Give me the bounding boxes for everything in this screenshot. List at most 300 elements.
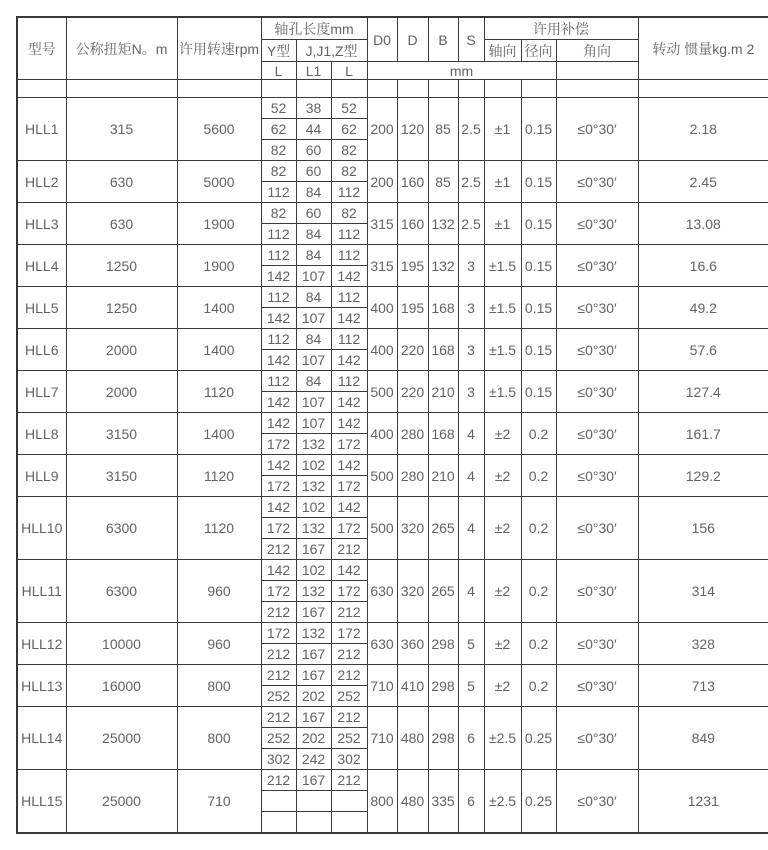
length-z-cell: 212 — [331, 665, 367, 686]
model-row-HLL12 — [17, 623, 768, 644]
d0-cell: 630 — [367, 560, 397, 623]
header-model: 型号 — [17, 17, 66, 80]
header-l1: L1 — [296, 62, 331, 80]
length-l1-cell: 60 — [296, 140, 331, 161]
radial-cell: 0.15 — [521, 245, 556, 287]
d0-cell: 400 — [367, 413, 397, 455]
torque-cell: 25000 — [66, 770, 177, 834]
length-z-cell: 142 — [331, 350, 367, 371]
inertia-cell: 2.45 — [638, 161, 768, 203]
axial-cell: ±2 — [484, 560, 521, 623]
model-row-HLL6 — [17, 329, 768, 350]
b-cell: 132 — [428, 245, 458, 287]
angular-cell: ≤0°30′ — [556, 287, 638, 329]
length-z-cell: 142 — [331, 308, 367, 329]
axial-cell: ±1.5 — [484, 329, 521, 371]
length-z-cell: 212 — [331, 644, 367, 665]
header-y-type: Y型 — [261, 40, 296, 62]
speed-cell: 1900 — [177, 245, 261, 287]
header-l-y: L — [261, 62, 296, 80]
torque-cell: 3150 — [66, 455, 177, 497]
radial-cell: 0.2 — [521, 665, 556, 707]
d0-cell: 710 — [367, 707, 397, 770]
d0-cell: 400 — [367, 329, 397, 371]
s-cell: 2.5 — [458, 161, 484, 203]
speed-cell: 5000 — [177, 161, 261, 203]
length-z-cell: 142 — [331, 413, 367, 434]
length-l1-cell: 242 — [296, 749, 331, 770]
length-l1-cell: 107 — [296, 308, 331, 329]
header-radial: 径向 — [521, 40, 556, 62]
header-inertia: 转动 惯量kg.m 2 — [638, 17, 768, 80]
length-y-cell: 172 — [261, 476, 296, 497]
model-row-HLL8 — [17, 413, 768, 434]
header-compensation: 许用补偿 — [484, 17, 638, 40]
radial-cell: 0.15 — [521, 203, 556, 245]
model-cell: HLL3 — [17, 203, 66, 245]
spacer-row — [17, 80, 768, 98]
radial-cell: 0.2 — [521, 413, 556, 455]
radial-cell: 0.2 — [521, 497, 556, 560]
length-l1-cell — [296, 812, 331, 834]
speed-cell: 710 — [177, 770, 261, 834]
length-y-cell: 172 — [261, 518, 296, 539]
d0-cell: 710 — [367, 665, 397, 707]
length-l1-cell: 107 — [296, 413, 331, 434]
length-y-cell: 62 — [261, 119, 296, 140]
header-torque: 公称扭矩N。m — [66, 17, 177, 80]
header-l-z: L — [331, 62, 367, 80]
header-angular-blank — [556, 62, 638, 80]
length-z-cell: 212 — [331, 770, 367, 791]
inertia-cell: 849 — [638, 707, 768, 770]
spacer-cell — [261, 80, 296, 98]
length-y-cell: 212 — [261, 707, 296, 728]
b-cell: 210 — [428, 455, 458, 497]
inertia-cell: 49.2 — [638, 287, 768, 329]
speed-cell: 800 — [177, 707, 261, 770]
d-cell: 120 — [397, 98, 428, 161]
length-l1-cell: 167 — [296, 644, 331, 665]
length-y-cell: 82 — [261, 140, 296, 161]
length-l1-cell: 102 — [296, 560, 331, 581]
length-l1-cell: 84 — [296, 182, 331, 203]
inertia-cell: 1231 — [638, 770, 768, 834]
model-row-HLL5 — [17, 287, 768, 308]
s-cell: 3 — [458, 245, 484, 287]
length-y-cell: 172 — [261, 581, 296, 602]
s-cell: 4 — [458, 455, 484, 497]
axial-cell: ±1.5 — [484, 371, 521, 413]
torque-cell: 6300 — [66, 560, 177, 623]
length-l1-cell: 107 — [296, 392, 331, 413]
length-z-cell: 172 — [331, 518, 367, 539]
torque-cell: 1250 — [66, 245, 177, 287]
spacer-cell — [484, 80, 521, 98]
speed-cell: 1120 — [177, 371, 261, 413]
model-cell: HLL5 — [17, 287, 66, 329]
length-y-cell: 142 — [261, 308, 296, 329]
spacer-cell — [17, 80, 66, 98]
s-cell: 3 — [458, 371, 484, 413]
b-cell: 335 — [428, 770, 458, 834]
length-l1-cell: 102 — [296, 497, 331, 518]
torque-cell: 315 — [66, 98, 177, 161]
speed-cell: 1120 — [177, 497, 261, 560]
length-y-cell: 212 — [261, 539, 296, 560]
length-y-cell: 212 — [261, 644, 296, 665]
inertia-cell: 713 — [638, 665, 768, 707]
radial-cell: 0.15 — [521, 98, 556, 161]
length-l1-cell: 132 — [296, 476, 331, 497]
torque-cell: 6300 — [66, 497, 177, 560]
torque-cell: 2000 — [66, 371, 177, 413]
axial-cell: ±2 — [484, 497, 521, 560]
length-l1-cell: 167 — [296, 539, 331, 560]
length-l1-cell: 167 — [296, 707, 331, 728]
model-row-HLL7 — [17, 371, 768, 392]
length-z-cell: 212 — [331, 539, 367, 560]
model-row-HLL1 — [17, 98, 768, 119]
length-y-cell: 142 — [261, 350, 296, 371]
length-l1-cell: 102 — [296, 455, 331, 476]
length-y-cell: 212 — [261, 770, 296, 791]
spacer-cell — [556, 80, 638, 98]
model-row-HLL3 — [17, 203, 768, 224]
model-cell: HLL10 — [17, 497, 66, 560]
length-y-cell: 112 — [261, 224, 296, 245]
length-z-cell: 112 — [331, 287, 367, 308]
header-mm-unit: mm — [367, 62, 556, 80]
angular-cell: ≤0°30′ — [556, 203, 638, 245]
speed-cell: 5600 — [177, 98, 261, 161]
inertia-cell: 57.6 — [638, 329, 768, 371]
length-z-cell: 52 — [331, 98, 367, 119]
length-l1-cell: 107 — [296, 350, 331, 371]
torque-cell: 2000 — [66, 329, 177, 371]
model-row-HLL14 — [17, 707, 768, 728]
b-cell: 298 — [428, 707, 458, 770]
speed-cell: 960 — [177, 560, 261, 623]
length-l1-cell: 202 — [296, 686, 331, 707]
length-l1-cell: 107 — [296, 266, 331, 287]
model-row-HLL10 — [17, 497, 768, 518]
length-y-cell — [261, 791, 296, 812]
speed-cell: 1400 — [177, 287, 261, 329]
spacer-cell — [331, 80, 367, 98]
radial-cell: 0.2 — [521, 455, 556, 497]
radial-cell: 0.2 — [521, 623, 556, 665]
length-z-cell: 112 — [331, 245, 367, 266]
header-b: B — [428, 17, 458, 62]
axial-cell: ±1.5 — [484, 245, 521, 287]
inertia-cell: 328 — [638, 623, 768, 665]
length-z-cell: 112 — [331, 371, 367, 392]
spacer-cell — [521, 80, 556, 98]
length-l1-cell: 84 — [296, 329, 331, 350]
spacer-cell — [177, 80, 261, 98]
length-z-cell — [331, 812, 367, 834]
b-cell: 168 — [428, 329, 458, 371]
model-cell: HLL6 — [17, 329, 66, 371]
header-angular: 角向 — [556, 40, 638, 62]
radial-cell: 0.15 — [521, 329, 556, 371]
radial-cell: 0.15 — [521, 371, 556, 413]
length-z-cell: 212 — [331, 602, 367, 623]
angular-cell: ≤0°30′ — [556, 245, 638, 287]
length-z-cell: 82 — [331, 140, 367, 161]
radial-cell: 0.25 — [521, 707, 556, 770]
spacer-cell — [66, 80, 177, 98]
torque-cell: 630 — [66, 203, 177, 245]
s-cell: 5 — [458, 665, 484, 707]
axial-cell: ±2 — [484, 413, 521, 455]
angular-cell: ≤0°30′ — [556, 161, 638, 203]
radial-cell: 0.2 — [521, 560, 556, 623]
d-cell: 220 — [397, 329, 428, 371]
inertia-cell: 314 — [638, 560, 768, 623]
inertia-cell: 129.2 — [638, 455, 768, 497]
length-z-cell: 142 — [331, 455, 367, 476]
d0-cell: 630 — [367, 623, 397, 665]
header-d: D — [397, 17, 428, 62]
length-z-cell: 172 — [331, 581, 367, 602]
length-l1-cell: 84 — [296, 287, 331, 308]
s-cell: 3 — [458, 329, 484, 371]
radial-cell: 0.25 — [521, 770, 556, 834]
length-z-cell: 142 — [331, 392, 367, 413]
torque-cell: 25000 — [66, 707, 177, 770]
model-cell: HLL15 — [17, 770, 66, 834]
model-row-HLL2 — [17, 161, 768, 182]
speed-cell: 1120 — [177, 455, 261, 497]
axial-cell: ±2 — [484, 665, 521, 707]
angular-cell: ≤0°30′ — [556, 455, 638, 497]
angular-cell: ≤0°30′ — [556, 770, 638, 834]
length-y-cell: 82 — [261, 203, 296, 224]
spacer-cell — [458, 80, 484, 98]
speed-cell: 800 — [177, 665, 261, 707]
angular-cell: ≤0°30′ — [556, 371, 638, 413]
s-cell: 6 — [458, 770, 484, 834]
length-y-cell: 82 — [261, 161, 296, 182]
length-z-cell: 142 — [331, 497, 367, 518]
length-y-cell: 212 — [261, 665, 296, 686]
axial-cell: ±1 — [484, 203, 521, 245]
b-cell: 85 — [428, 161, 458, 203]
model-cell: HLL9 — [17, 455, 66, 497]
radial-cell: 0.15 — [521, 161, 556, 203]
s-cell: 2.5 — [458, 203, 484, 245]
inertia-cell: 16.6 — [638, 245, 768, 287]
model-cell: HLL1 — [17, 98, 66, 161]
d-cell: 195 — [397, 287, 428, 329]
length-y-cell: 302 — [261, 749, 296, 770]
length-z-cell: 302 — [331, 749, 367, 770]
inertia-cell: 2.18 — [638, 98, 768, 161]
length-l1-cell: 202 — [296, 728, 331, 749]
length-y-cell: 142 — [261, 497, 296, 518]
model-cell: HLL11 — [17, 560, 66, 623]
length-l1-cell: 84 — [296, 224, 331, 245]
model-cell: HLL13 — [17, 665, 66, 707]
d0-cell: 500 — [367, 497, 397, 560]
length-l1-cell: 60 — [296, 203, 331, 224]
length-y-cell: 112 — [261, 287, 296, 308]
length-l1-cell: 132 — [296, 434, 331, 455]
length-y-cell: 112 — [261, 182, 296, 203]
d-cell: 160 — [397, 161, 428, 203]
d0-cell: 400 — [367, 287, 397, 329]
d-cell: 280 — [397, 413, 428, 455]
s-cell: 4 — [458, 413, 484, 455]
length-z-cell: 112 — [331, 224, 367, 245]
length-z-cell: 62 — [331, 119, 367, 140]
d-cell: 280 — [397, 455, 428, 497]
angular-cell: ≤0°30′ — [556, 497, 638, 560]
length-y-cell: 252 — [261, 686, 296, 707]
length-l1-cell: 132 — [296, 581, 331, 602]
inertia-cell: 156 — [638, 497, 768, 560]
length-l1-cell: 167 — [296, 770, 331, 791]
length-l1-cell: 38 — [296, 98, 331, 119]
speed-cell: 1400 — [177, 413, 261, 455]
torque-cell: 1250 — [66, 287, 177, 329]
d-cell: 480 — [397, 707, 428, 770]
header-axial: 轴向 — [484, 40, 521, 62]
length-z-cell: 82 — [331, 161, 367, 182]
length-y-cell: 212 — [261, 602, 296, 623]
s-cell: 2.5 — [458, 98, 484, 161]
length-y-cell: 142 — [261, 560, 296, 581]
coupling-spec-table — [16, 16, 768, 834]
model-row-HLL15 — [17, 770, 768, 791]
length-y-cell: 142 — [261, 455, 296, 476]
length-l1-cell — [296, 791, 331, 812]
d-cell: 160 — [397, 203, 428, 245]
length-l1-cell: 167 — [296, 665, 331, 686]
length-l1-cell: 84 — [296, 371, 331, 392]
length-y-cell: 142 — [261, 392, 296, 413]
d-cell: 480 — [397, 770, 428, 834]
speed-cell: 1900 — [177, 203, 261, 245]
s-cell: 5 — [458, 623, 484, 665]
length-z-cell: 112 — [331, 329, 367, 350]
length-y-cell: 172 — [261, 434, 296, 455]
angular-cell: ≤0°30′ — [556, 665, 638, 707]
d0-cell: 800 — [367, 770, 397, 834]
axial-cell: ±2.5 — [484, 770, 521, 834]
model-row-HLL13 — [17, 665, 768, 686]
length-z-cell: 252 — [331, 686, 367, 707]
length-y-cell: 142 — [261, 266, 296, 287]
length-l1-cell: 167 — [296, 602, 331, 623]
model-row-HLL4 — [17, 245, 768, 266]
header-shaft-hole-length: 轴孔长度mm — [261, 17, 367, 40]
length-z-cell: 172 — [331, 434, 367, 455]
d-cell: 195 — [397, 245, 428, 287]
b-cell: 298 — [428, 623, 458, 665]
length-z-cell — [331, 791, 367, 812]
axial-cell: ±2 — [484, 455, 521, 497]
angular-cell: ≤0°30′ — [556, 560, 638, 623]
length-z-cell: 142 — [331, 560, 367, 581]
d0-cell: 315 — [367, 245, 397, 287]
angular-cell: ≤0°30′ — [556, 413, 638, 455]
d-cell: 320 — [397, 497, 428, 560]
length-y-cell: 252 — [261, 728, 296, 749]
s-cell: 4 — [458, 560, 484, 623]
length-z-cell: 112 — [331, 182, 367, 203]
header-speed: 许用转速rpm — [177, 17, 261, 80]
model-cell: HLL7 — [17, 371, 66, 413]
length-y-cell: 52 — [261, 98, 296, 119]
model-cell: HLL12 — [17, 623, 66, 665]
d-cell: 320 — [397, 560, 428, 623]
s-cell: 4 — [458, 497, 484, 560]
model-cell: HLL14 — [17, 707, 66, 770]
spacer-cell — [428, 80, 458, 98]
d0-cell: 200 — [367, 161, 397, 203]
header-jj1z-type: J,J1,Z型 — [296, 40, 367, 62]
angular-cell: ≤0°30′ — [556, 98, 638, 161]
b-cell: 210 — [428, 371, 458, 413]
length-z-cell: 142 — [331, 266, 367, 287]
table-header — [17, 17, 768, 80]
angular-cell: ≤0°30′ — [556, 329, 638, 371]
d0-cell: 315 — [367, 203, 397, 245]
axial-cell: ±1.5 — [484, 287, 521, 329]
d-cell: 360 — [397, 623, 428, 665]
length-z-cell: 82 — [331, 203, 367, 224]
d-cell: 410 — [397, 665, 428, 707]
model-cell: HLL2 — [17, 161, 66, 203]
length-y-cell: 112 — [261, 371, 296, 392]
model-cell: HLL4 — [17, 245, 66, 287]
torque-cell: 16000 — [66, 665, 177, 707]
inertia-cell: 13.08 — [638, 203, 768, 245]
speed-cell: 1400 — [177, 329, 261, 371]
length-y-cell: 142 — [261, 413, 296, 434]
length-z-cell: 172 — [331, 623, 367, 644]
s-cell: 6 — [458, 707, 484, 770]
speed-cell: 960 — [177, 623, 261, 665]
torque-cell: 10000 — [66, 623, 177, 665]
radial-cell: 0.15 — [521, 287, 556, 329]
b-cell: 168 — [428, 287, 458, 329]
length-l1-cell: 132 — [296, 623, 331, 644]
length-y-cell — [261, 812, 296, 834]
model-cell: HLL8 — [17, 413, 66, 455]
b-cell: 85 — [428, 98, 458, 161]
inertia-cell: 127.4 — [638, 371, 768, 413]
angular-cell: ≤0°30′ — [556, 623, 638, 665]
spec-table-body — [17, 80, 768, 834]
length-l1-cell: 84 — [296, 245, 331, 266]
header-s: S — [458, 17, 484, 62]
axial-cell: ±1 — [484, 161, 521, 203]
length-l1-cell: 132 — [296, 518, 331, 539]
length-z-cell: 212 — [331, 707, 367, 728]
b-cell: 132 — [428, 203, 458, 245]
model-row-HLL9 — [17, 455, 768, 476]
d0-cell: 500 — [367, 455, 397, 497]
length-y-cell: 172 — [261, 623, 296, 644]
angular-cell: ≤0°30′ — [556, 707, 638, 770]
torque-cell: 630 — [66, 161, 177, 203]
d0-cell: 500 — [367, 371, 397, 413]
b-cell: 168 — [428, 413, 458, 455]
